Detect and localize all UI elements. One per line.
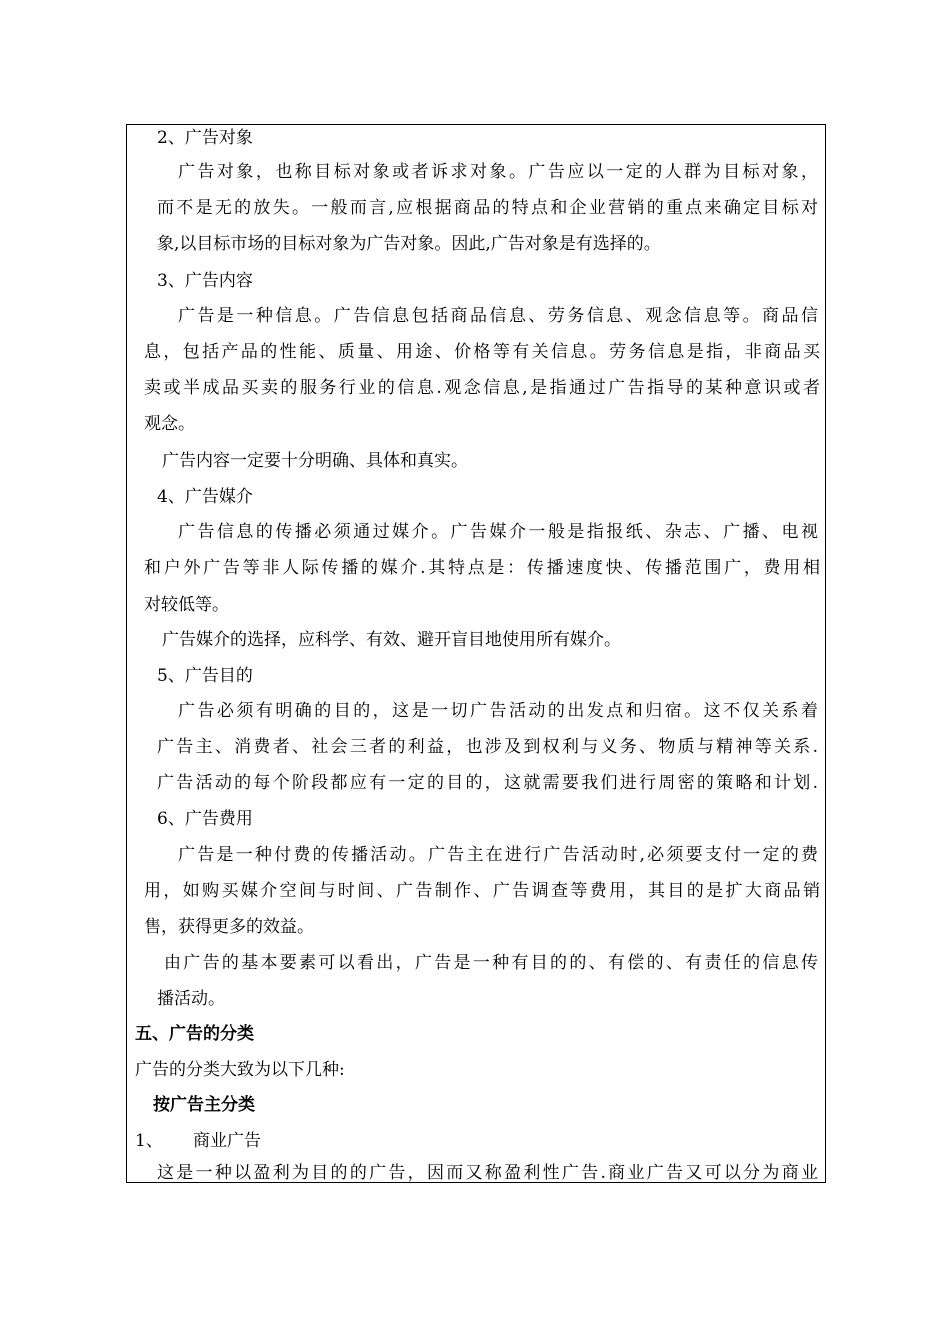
- paragraph-line: 观念。: [144, 414, 195, 434]
- list-item-number: 1、: [135, 1131, 163, 1151]
- section-heading-content: 3、广告内容: [157, 271, 253, 291]
- paragraph-line: 广告对象，也称目标对象或者诉求对象。广告应以一定的人群为目标对象，: [178, 162, 818, 182]
- paragraph-line: 息，包括产品的性能、质量、用途、价格等有关信息。劳务信息是指，非商品买: [144, 342, 820, 362]
- paragraph-line: 广告主、消费者、社会三者的利益，也涉及到权利与义务、物质与精神等关系.: [157, 737, 818, 757]
- section-heading-cost: 6、广告费用: [157, 809, 253, 829]
- paragraph-line: 对较低等。: [144, 595, 229, 615]
- paragraph-line: 这是一种以盈利为目的的广告，因而又称盈利性广告.商业广告又可以分为商业: [157, 1163, 818, 1183]
- paragraph-line: 广告内容一定要十分明确、具体和真实。: [162, 451, 468, 471]
- paragraph-line: 用，如购买媒介空间与时间、广告制作、广告调查等费用，其目的是扩大商品销: [144, 881, 820, 901]
- chapter-intro: 广告的分类大致为以下几种:: [135, 1060, 345, 1080]
- paragraph-line: 而不是无的放失。一般而言,应根据商品的特点和企业营销的重点来确定目标对: [157, 198, 818, 218]
- paragraph-line: 广告信息的传播必须通过媒介。广告媒介一般是指报纸、杂志、广播、电视: [178, 522, 818, 542]
- section-heading-audience: 2、广告对象: [157, 128, 253, 148]
- summary-line: 由广告的基本要素可以看出，广告是一种有目的的、有偿的、有责任的信息传: [164, 953, 818, 973]
- paragraph-line: 广告必须有明确的目的，这是一切广告活动的出发点和归宿。这不仅关系着: [178, 701, 818, 721]
- paragraph-line: 象,以目标市场的目标对象为广告对象。因此,广告对象是有选择的。: [157, 234, 661, 254]
- paragraph-line: 广告是一种付费的传播活动。广告主在进行广告活动时,必须要支付一定的费: [178, 845, 818, 865]
- list-item-label: 商业广告: [193, 1131, 261, 1151]
- section-heading-purpose: 5、广告目的: [157, 666, 253, 686]
- paragraph-line: 广告活动的每个阶段都应有一定的目的，这就需要我们进行周密的策略和计划.: [157, 773, 818, 793]
- paragraph-line: 和户外广告等非人际传播的媒介.其特点是：传播速度快、传播范围广，费用相: [144, 558, 820, 578]
- paragraph-line: 售，获得更多的效益。: [144, 917, 314, 937]
- paragraph-line: 广告是一种信息。广告信息包括商品信息、劳务信息、观念信息等。商品信: [178, 306, 818, 326]
- summary-line: 播活动。: [157, 989, 225, 1009]
- section-heading-media: 4、广告媒介: [157, 487, 253, 507]
- subheading-by-advertiser: 按广告主分类: [153, 1095, 255, 1115]
- paragraph-line: 广告媒介的选择，应科学、有效、避开盲目地使用所有媒介。: [162, 630, 621, 650]
- chapter-title: 五、广告的分类: [135, 1024, 254, 1044]
- paragraph-line: 卖或半成品买卖的服务行业的信息.观念信息,是指通过广告指导的某种意识或者: [144, 378, 820, 398]
